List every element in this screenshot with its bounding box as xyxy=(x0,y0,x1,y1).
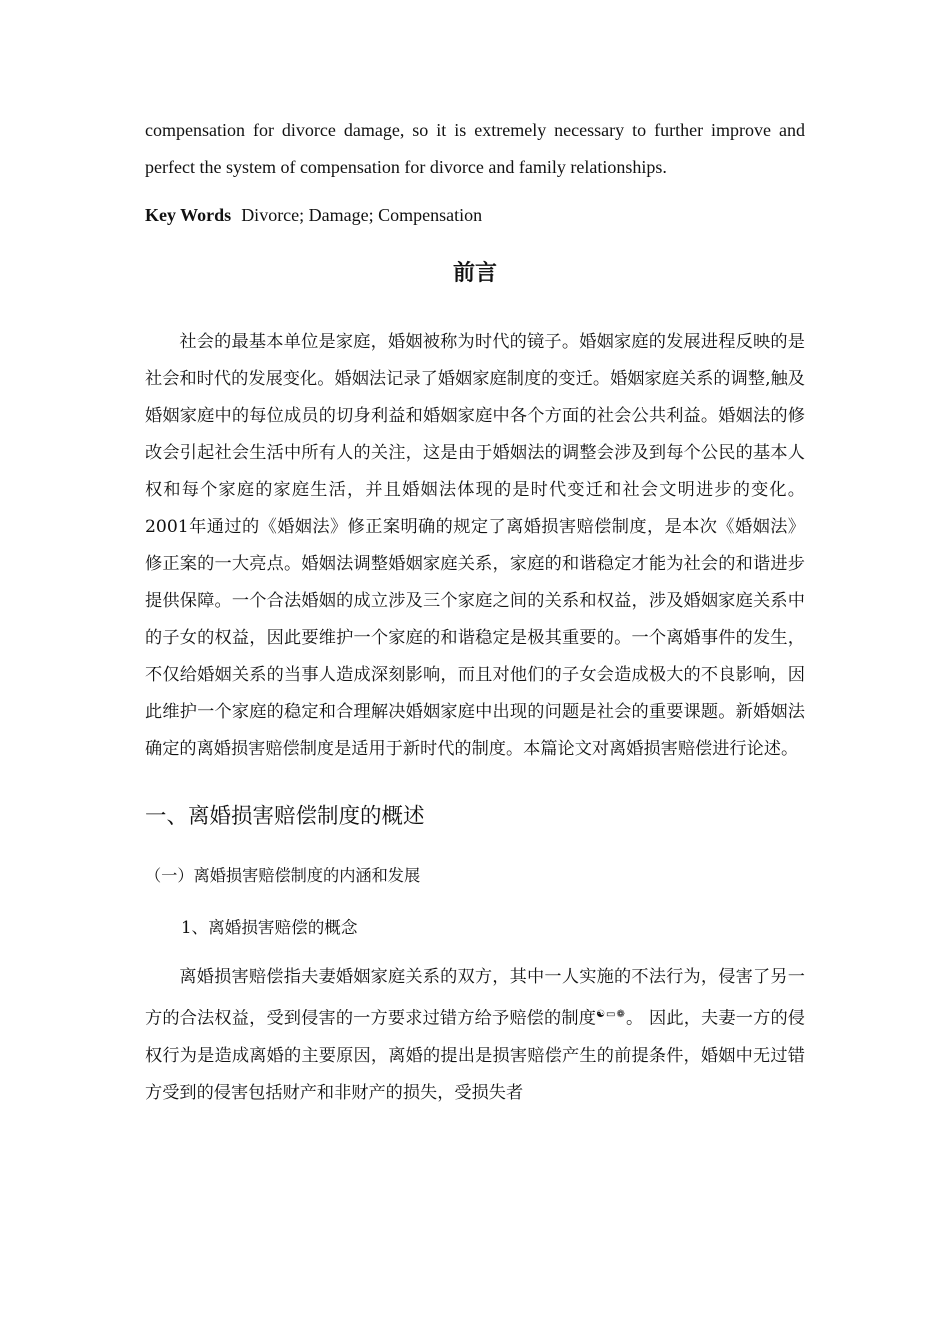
item-1-body-text-cont: 。 因此，夫妻一方的侵权行为是造成离婚的主要原因，离婚的提出是损害赔偿产生的前提条件，婚姻中无过错方受到的侵害包括财产和非财产的损失，受损失者 xyxy=(145,1008,805,1103)
keywords-value: Divorce; Damage; Compensation xyxy=(241,205,483,225)
item-1-body xyxy=(145,959,805,1112)
subsection-1-title: （一）离婚损害赔偿制度的内涵和发展 xyxy=(145,866,421,885)
citation-reference-mark: ☯▭❁ xyxy=(596,1009,626,1020)
abstract-continuation: compensation for divorce damage, so it is extremely necessary to further improve and perfect the system of compensation for divorce and family relationships. xyxy=(145,120,805,177)
item-1-title: 1、离婚损害赔偿的概念 xyxy=(181,918,358,937)
keywords-line xyxy=(145,200,805,230)
item-1-body-text: 离婚损害赔偿指夫妻婚姻家庭关系的双方，其中一人实施的不法行为，侵害了另一方的合法权益，受到侵害的一方要求过错方给予赔偿的制度 xyxy=(145,967,805,1029)
preface-title: 前言 xyxy=(452,261,497,286)
section-1-title: 一、离婚损害赔偿制度的概述 xyxy=(145,804,425,829)
preface-body: 社会的最基本单位是家庭，婚姻被称为时代的镜子。婚姻家庭的发展进程反映的是社会和时代的发展变化。婚姻法记录了婚姻家庭制度的变迁。婚姻家庭关系的调整,触及婚姻家庭中的每位成员的切身利益和婚姻家庭中各个方面的社会公共利益。婚姻法的修改会引起社会生活中所有人的关注，这是由于婚姻法的调整会涉及到每个公民的基本人权和每个家庭的家庭生活，并且婚姻法体现的是时代变迁和社会文明进步的变化。2001年通过的《婚姻法》修正案明确的规定了离婚损害赔偿制度，是本次《婚姻法》修正案的一大亮点。婚姻法调整婚姻家庭关系，家庭的和谐稳定才能为社会的和谐进步提供保障。一个合法婚姻的成立涉及三个家庭之间的关系和权益，涉及婚姻家庭关系中的子女的权益，因此要维护一个家庭的和谐稳定是极其重要的。一个离婚事件的发生，不仅给婚姻关系的当事人造成深刻影响，而且对他们的子女会造成极大的不良影响，因此维护一个家庭的稳定和合理解决婚姻家庭中出现的问题是社会的重要课题。新婚姻法确定的离婚损害赔偿制度是适用于新时代的制度。本篇论文对离婚损害赔偿进行论述。 xyxy=(145,332,805,759)
keywords-label: Key Words xyxy=(145,205,232,225)
page-content xyxy=(145,112,805,1112)
